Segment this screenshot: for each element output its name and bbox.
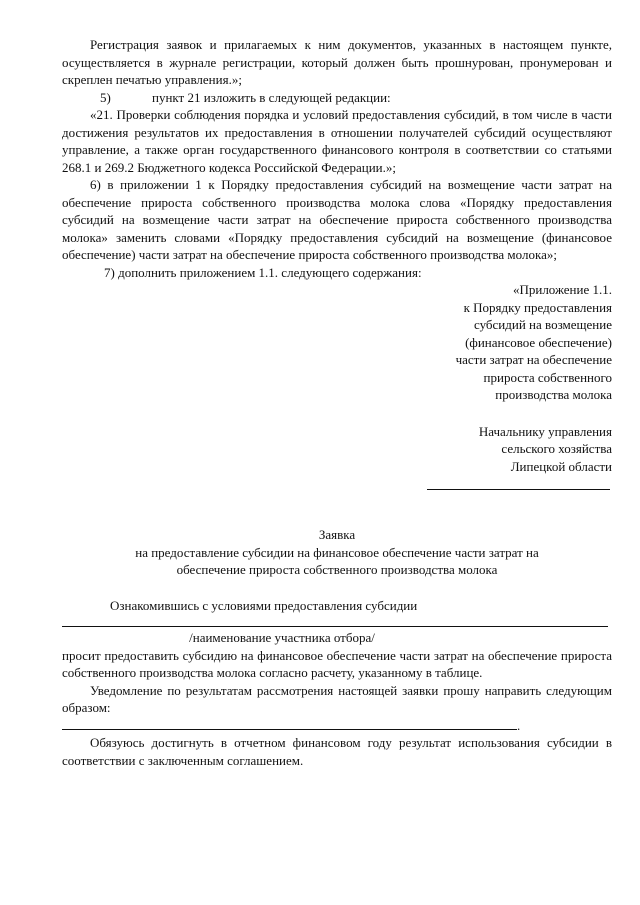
paragraph-registration: Регистрация заявок и прилагаемых к ним документов, указанных в настоящем пункте, осуществляется в журнале регистрации, который должен быть прошнурован, пронумерован и скреплен печатью управления.»;: [62, 37, 612, 87]
addressee-block: [422, 423, 612, 476]
application-subtitle: обеспечение прироста собственного производства молока: [176, 562, 498, 577]
appendix-line: «Приложение 1.1.: [512, 282, 612, 297]
application-subtitle: на предоставление субсидии на финансовое обеспечение части затрат на: [135, 544, 539, 560]
addressee-signature-line: [427, 475, 610, 490]
appendix-line: производства молока: [495, 387, 612, 402]
application-notice: Уведомление по результатам рассмотрения настоящей заявки прошу направить следующим образом:: [62, 682, 612, 715]
appendix-line: (финансовое обеспечение): [465, 334, 612, 350]
appendix-line: части затрат на обеспечение: [455, 352, 612, 367]
application-intro: Ознакомившись с условиями предоставления субсидии: [110, 597, 418, 613]
application-title: Заявка: [318, 527, 356, 542]
appendix-heading: [422, 281, 612, 404]
participant-name-caption: /наименование участника отбора/: [189, 630, 375, 645]
notice-fill-line: [62, 718, 517, 730]
item-5-number: 5): [100, 89, 111, 105]
participant-name-line: [62, 614, 608, 627]
appendix-line: субсидий на возмещение: [474, 317, 612, 332]
application-request: просит предоставить субсидию на финансовое обеспечение части затрат на обеспечение прироста собственного производства молока согласно расчету, указанному в таблице.: [62, 647, 612, 680]
notice-fill-end: .: [517, 717, 521, 733]
paragraph-7: 7) дополнить приложением 1.1. следующего содержания:: [104, 264, 422, 280]
addressee-line: Липецкой области: [510, 458, 612, 474]
paragraph-21: «21. Проверки соблюдения порядка и условий предоставления субсидий, в том числе в части достижения результатов их предоставления в отношении получателей субсидий осуществляют управление, а также орган государственного финансового контроля в соответствии со статьями 268.1 и 269.2 Бюджетного кодекса Российской Федерации.»;: [62, 107, 612, 175]
addressee-line: сельского хозяйства: [501, 441, 612, 456]
appendix-line: прироста собственного: [483, 369, 612, 385]
paragraph-6: 6) в приложении 1 к Порядку предоставления субсидий на возмещение части затрат на обеспечение прироста собственного производства молока слова «Порядку предоставления субсидий на возмещение части затрат на обеспечение прироста собственного производства молока» заменить словами «Порядку предоставления субсидий на возмещение (финансовое обеспечение) части затрат на обеспечение прироста собственного производства молока»;: [62, 177, 612, 262]
document-page: [62, 36, 612, 769]
application-commitment: Обязуюсь достигнуть в отчетном финансовом году результат использования субсидии в соответствии с заключенным соглашением.: [62, 735, 612, 768]
item-5-text: пункт 21 изложить в следующей редакции:: [152, 89, 391, 105]
item-5: [62, 89, 612, 107]
notice-fill: [62, 717, 612, 735]
appendix-line: к Порядку предоставления: [463, 299, 612, 315]
addressee-line: Начальнику управления: [478, 423, 612, 439]
